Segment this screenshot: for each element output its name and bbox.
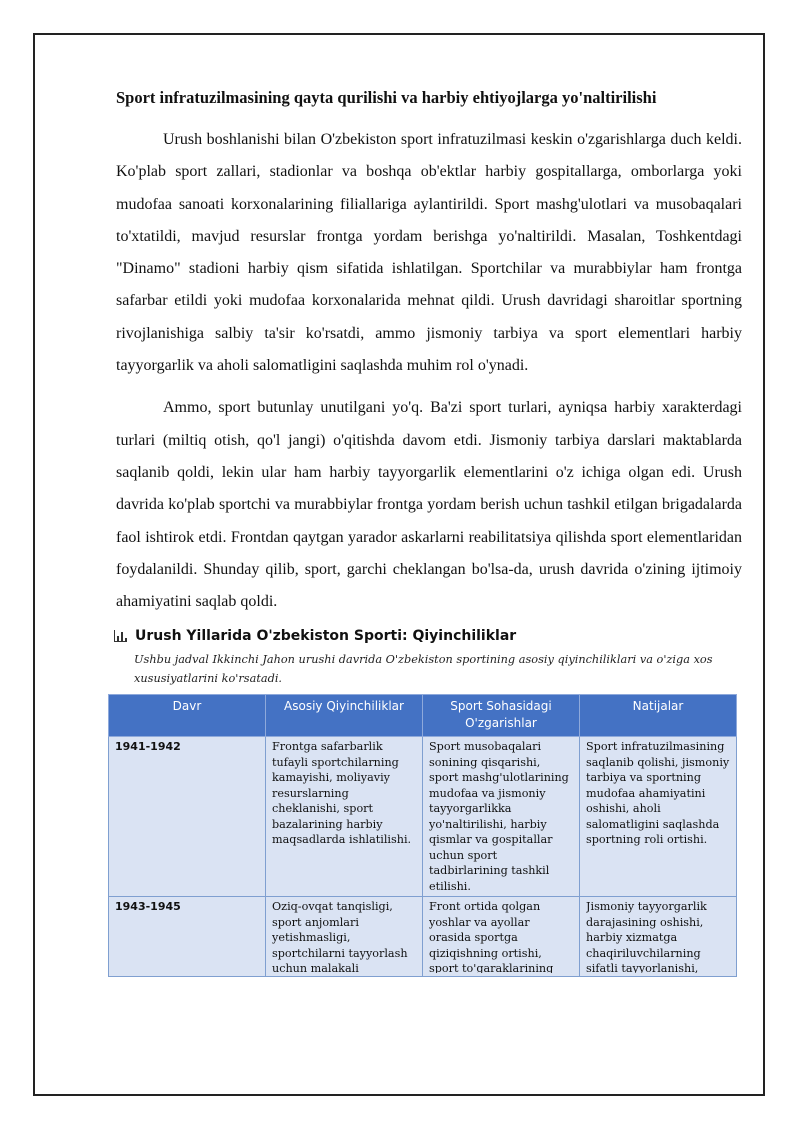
table-caption: Ushbu jadval Ikkinchi Jahon urushi davrida O'zbekiston sportining asosiy qiyinchiliklari va o'ziga xos xususiyatlarini ko'rsatadi.: [134, 653, 713, 686]
challenges-cell: Frontga safarbarlik tufayli sportchilarning kamayishi, moliyaviy resurslarning cheklanishi, sport bazalarining harbiy maqsadlarda ishlatilishi.: [266, 737, 423, 897]
changes-cell: Front ortida qolgan yoshlar va ayollar orasida sportga qiziqishning ortishi, sport to'garaklarining: [423, 897, 580, 977]
challenges-cell: Oziq-ovqat tanqisligi, sport anjomlari yetishmasligi, sportchilarni tayyorlash uchun malakali: [266, 897, 423, 977]
results-cell: Jismoniy tayyorgarlik darajasining oshishi, harbiy xizmatga chaqiriluvchilarning sifatli tayyorlanishi,: [580, 897, 737, 977]
column-header: Asosiy Qiyinchiliklar: [266, 695, 423, 737]
column-header: Davr: [109, 695, 266, 737]
table-header-row: [109, 695, 737, 737]
table-row: [109, 897, 737, 977]
section-title: Sport infratuzilmasining qayta qurilishi va harbiy ehtiyojlarga yo'naltirilishi: [116, 88, 657, 107]
column-header: Sport Sohasidagi O'zgarishlar: [423, 695, 580, 737]
period-cell: 1943-1945: [109, 897, 266, 977]
table-heading: [114, 628, 742, 644]
challenges-table: [108, 694, 737, 977]
column-header: Natijalar: [580, 695, 737, 737]
paragraph-1: Urush boshlanishi bilan O'zbekiston sport infratuzilmasi keskin o'zgarishlarga duch keldi. Ko'plab sport zallari, stadionlar va boshqa ob'ektlar harbiy gospitallarga, omborlarga yoki mudofaa sanoati korxonalarining filiallariga aylantirildi. Sport mashg'ulotlari va musobaqalari to'xtatildi, mavjud resurslar frontga yordam berishga yo'naltirildi. Masalan, Toshkentdagi "Dinamo" stadioni harbiy qism sifatida ishlatilgan. Sportchilar va murabbiylar ham frontga safarbar etildi yoki mudofaa korxonalarida mehnat qildi. Urush davridagi sharoitlar sportning rivojlanishiga salbiy ta'sir ko'rsatdi, ammo jismoniy tarbiya va sport elementlari harbiy tayyorgarlik va aholi salomatligini saqlashda muhim rol o'ynadi.: [116, 131, 742, 375]
bar-chart-icon: [114, 630, 127, 642]
document-body: [116, 86, 742, 977]
results-cell: Sport infratuzilmasining saqlanib qolishi, jismoniy tarbiya va sportning mudofaa ahamiyatini oshishi, aholi salomatligini saqlashda sportning roli ortishi.: [580, 737, 737, 897]
paragraph-2: Ammo, sport butunlay unutilgani yo'q. Ba'zi sport turlari, ayniqsa harbiy xarakterdagi turlari (miltiq otish, qo'l jangi) o'qitishda davom etdi. Jismoniy tarbiya darslari maktablarda saqlanib qoldi, lekin ular ham harbiy tayyorgarlik elementlarini o'z ichiga olgan edi. Urush davrida ko'plab sportchi va murabbiylar frontga yordam berish uchun tashkil etilgan brigadalarda faol ishtirok etdi. Frontdan qaytgan yarador askarlarni reabilitatsiya qilishda sport elementlaridan foydalanildi. Shunday qilib, sport, garchi cheklangan bo'lsa-da, urush davrida o'zining ijtimoiy ahamiyatini saqlab qoldi.: [116, 399, 742, 611]
period-cell: 1941-1942: [109, 737, 266, 897]
table-heading-text: Urush Yillarida O'zbekiston Sporti: Qiyinchiliklar: [135, 628, 517, 645]
table-row: [109, 737, 737, 897]
changes-cell: Sport musobaqalari sonining qisqarishi, sport mashg'ulotlarining mudofaa va jismoniy tayyorgarlikka yo'naltirilishi, harbiy qismlar va gospitallar uchun sport tadbirlarining tashkil etilishi.: [423, 737, 580, 897]
